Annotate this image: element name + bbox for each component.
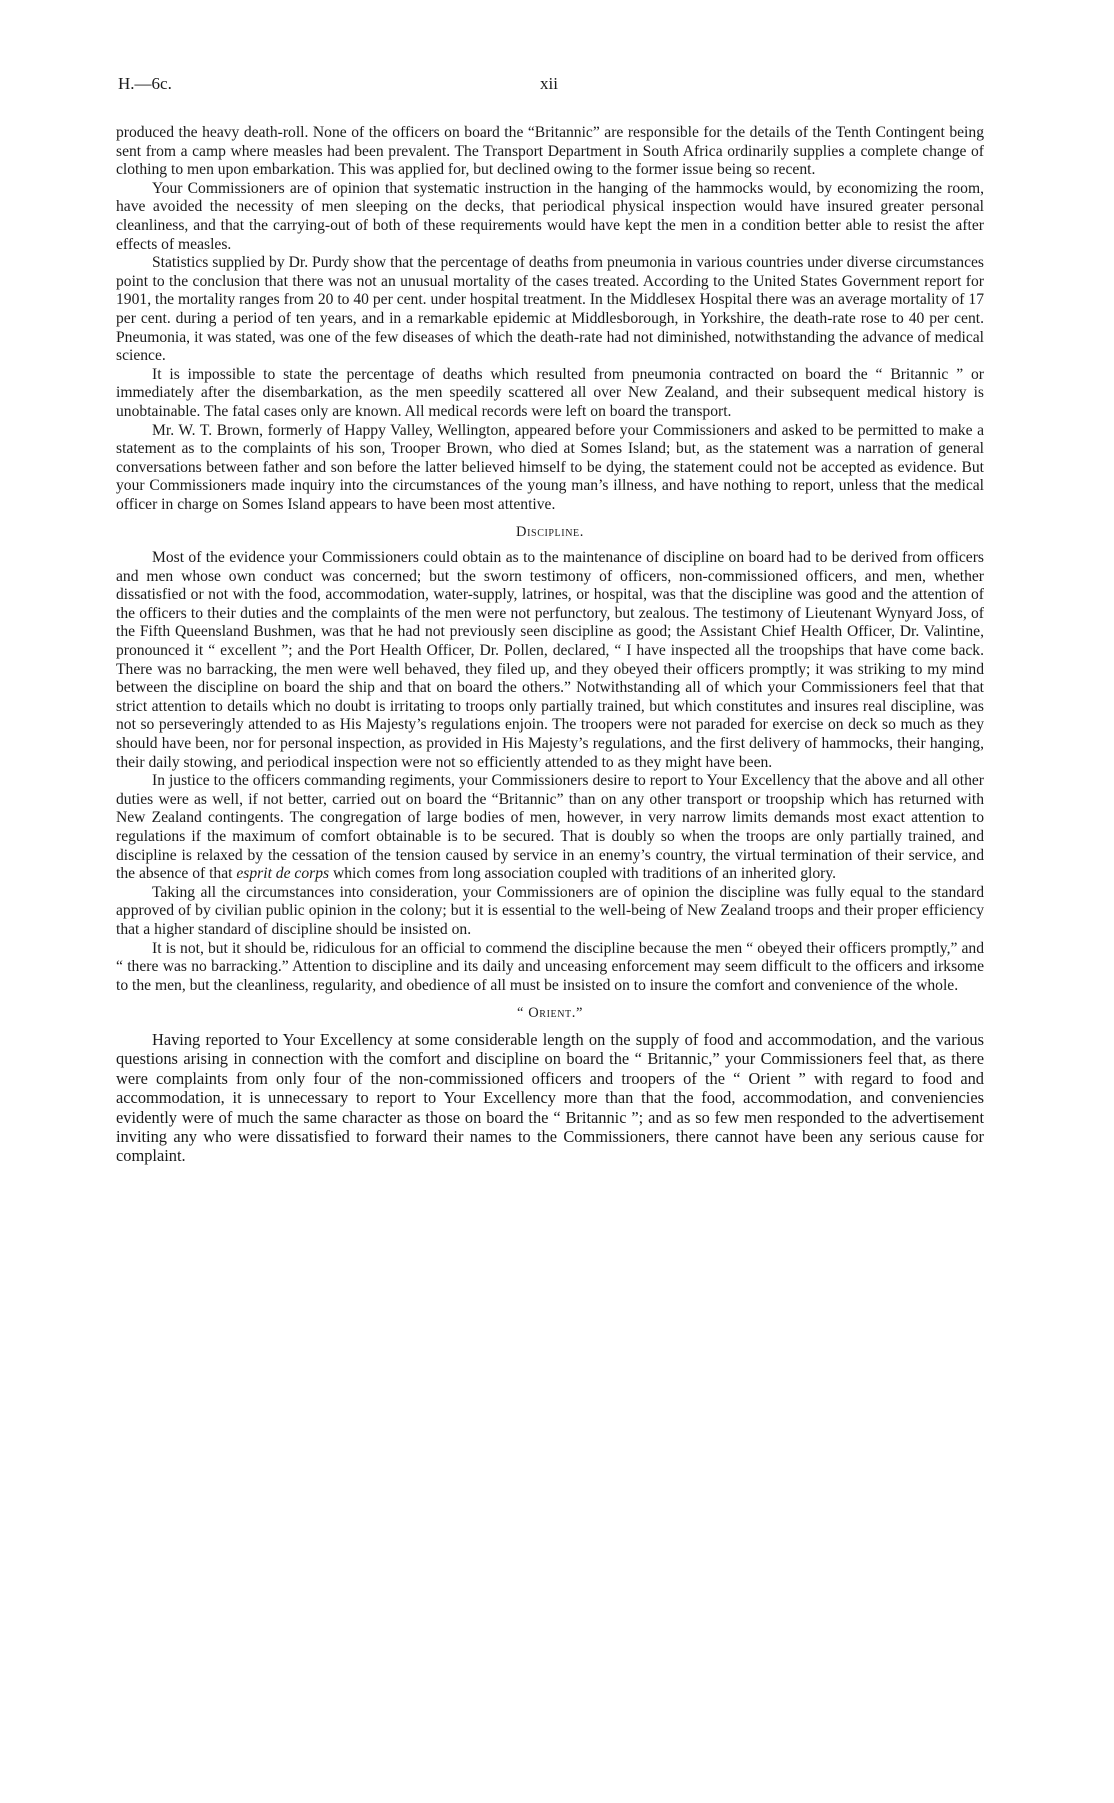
paragraph-pneumonia: It is impossible to state the percentage of deaths which resulted from pneumonia contracted on board the “ Britannic ” or immediately after the disembarkation, as the men speedily scattered all over New Zealand, and their subsequent medical history is unobtainable. The fatal cases only are known. All medical records were left on board the transport. [116,365,984,420]
document-reference: H.—6c. [118,74,172,93]
page-body [116,124,984,1166]
section-heading-orient: “ Orient.” [516,1005,584,1022]
page-header [118,74,980,98]
paragraph-continuation: produced the heavy death-roll. None of the officers on board the “Britannic” are responsible for the details of the Tenth Contingent being sent from a camp where measles had been prevalent. The Transport Department in South Africa ordinarily supplies a complete change of clothing to men upon embarkation. This was applied for, but declined owing to the former issue being so recent. [116,124,984,179]
text-run: In justice to the officers commanding regiments, your Commissioners desire to report to Your Excellency that the above and all other duties were as well, if not better, carried out on board the “Britannic” than on any other transport or troopship which has returned with New Zealand contingents. The congregation of large bodies of men, however, in very narrow limits demands most exact attention to regulations if the maximum of comfort obtainable is to be secured. That is doubly so when the troops are only partially trained, and discipline is relaxed by the cessation of the tension caused by service in an enemy’s country, the virtual termination of their service, and the absence of that [116,772,984,883]
italic-phrase: esprit de corps [236,865,330,883]
paragraph-discipline-justice [116,772,984,884]
paragraph-discipline-evidence: Most of the evidence your Commissioners could obtain as to the maintenance of discipline on board had to be derived from officers and men whose own conduct was concerned; but the sworn testimony of officers, non-commissioned officers, and men, whether dissatisfied or not with the food, accommodation, water-supply, latrines, or hospital, was that the discipline was good and the attention of the officers to their duties and the complaints of the men were not perfunctory, but zealous. The testimony of Lieutenant Wynyard Joss, of the Fifth Queensland Bushmen, was that he had not previously seen discipline as good; the Assistant Chief Health Officer, Dr. Valintine, pronounced it “ excellent ”; and the Port Health Officer, Dr. Pollen, declared, “ I have inspected all the troopships that have come back. There was no barracking, the men were well behaved, they filed up, and they obeyed their officers promptly; it was striking to my mind between the discipline on board the ship and that on board the others.” Notwithstanding all of which your Commissioners feel that that strict attention to details which no doubt is irritating to troops only partially trained, but which constitutes and insures real discipline, was not so perseveringly attended to as His Majesty’s regulations enjoin. The troopers were not paraded for exercise on deck so much as they should have been, nor for personal inspection, as provided in His Majesty’s regulations, and the first delivery of hammocks, their hanging, their daily stowing, and periodical inspection were not so efficiently attended to as they might have been. [116,549,984,771]
paragraph-hammocks: Your Commissioners are of opinion that systematic instruction in the hanging of the hammocks would, by economizing the room, have avoided the necessity of men sleeping on the decks, that periodical physical inspection would have insured greater personal cleanliness, and that the carrying-out of both of these requirements would have kept the men in a condition better able to resist the after effects of measles. [116,179,984,253]
page-number: xii [540,74,558,93]
text-run: which comes from long association coupled with traditions of an inherited glory. [329,865,837,883]
paragraph-brown: Mr. W. T. Brown, formerly of Happy Valley, Wellington, appeared before your Commissioners and asked to be permitted to make a statement as to the complaints of his son, Trooper Brown, who died at Somes Island; but, as the statement was a narration of general conversations between father and son before the latter believed himself to be dying, the statement could not be accepted as evidence. But your Commissioners made inquiry into the circumstances of the young man’s illness, and have nothing to report, unless that the medical officer in charge on Somes Island appears to have been most attentive. [116,421,984,513]
paragraph-statistics: Statistics supplied by Dr. Purdy show that the percentage of deaths from pneumonia in various countries under diverse circumstances point to the conclusion that there was not an unusual mortality of the cases treated. According to the United States Government report for 1901, the mortality ranges from 20 to 40 per cent. under hospital treatment. In the Middlesex Hospital there was an average mortality of 17 per cent. during a period of ten years, and in a remarkable epidemic at Middlesborough, in Yorkshire, the death-rate rose to 40 per cent. Pneumonia, it was stated, was one of the few diseases of which the death-rate had not diminished, notwithstanding the advance of medical science. [116,254,984,365]
paragraph-discipline-commend: It is not, but it should be, ridiculous for an official to commend the discipline because the men “ obeyed their officers promptly,” and “ there was no barracking.” Attention to discipline and its daily and unceasing enforcement may seem difficult to the officers and irksome to the men, but the cleanliness, regularity, and obedience of all must be insisted on to insure the comfort and convenience of the whole. [116,939,984,994]
section-heading-discipline: Discipline. [516,524,584,541]
paragraph-discipline-standard: Taking all the circumstances into consideration, your Commissioners are of opinion the discipline was fully equal to the standard approved of by civilian public opinion in the colony; but it is essential to the well-being of New Zealand troops and their proper efficiency that a higher standard of discipline should be insisted on. [116,883,984,938]
paragraph-orient: Having reported to Your Excellency at some considerable length on the supply of food and accommodation, and the various questions arising in connection with the comfort and discipline on board the “ Britannic,” your Commissioners feel that, as there were complaints from only four of the non-commissioned officers and troopers of the “ Orient ” with regard to food and accommodation, it is unnecessary to report to Your Excellency more than that the food, accommodation, and conveniencies evidently were of much the same character as those on board the “ Britannic ”; and as so few men responded to the advertisement inviting any who were dissatisfied to forward their names to the Commissioners, there cannot have been any serious cause for complaint. [116,1029,984,1166]
